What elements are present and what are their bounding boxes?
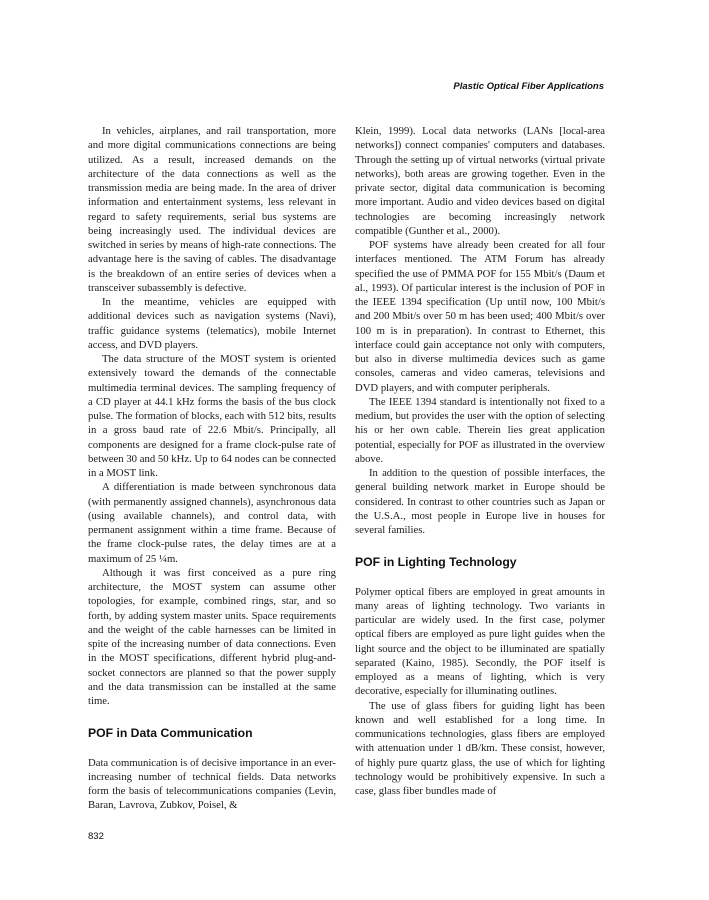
paragraph: The IEEE 1394 standard is intentionally not fixed to a medium, but provides the user with the option of selecting his or her own cable. Therein lies great application potential, especially for POF as illustrated in the overview above. xyxy=(355,395,605,465)
paragraph: A differentiation is made between synchronous data (with permanently assigned channels), asynchronous data (using available channels), and control data, with permanent assignment within a time frame. Because of the frame clock-pulse rates, the delay times are at a maximum of 25 ¼m. xyxy=(88,481,336,565)
paragraph: The data structure of the MOST system is oriented extensively toward the demands of the connectable multimedia terminal devices. The sampling frequency of a CD player at 44.1 kHz forms the basis of the bus clock pulse. The formation of blocks, each with 512 bits, results in a gross baud rate of 22.6 Mbit/s. Principally, all components are designed for a frame clock-pulse rate of between 30 and 50 kHz. Up to 64 nodes can be connected in a MOST link. xyxy=(88,353,336,479)
paragraph: In addition to the question of possible interfaces, the general building network market in Europe should be considered. In contrast to other countries such as Japan or the U.S.A., most people in Europe live in houses for several families. xyxy=(355,467,605,536)
paragraph: In vehicles, airplanes, and rail transportation, more and more digital communications connections are being utilized. As a result, increased demands on the architecture of the data connections as well as the transmission media are being made. In the area of driver information and entertainment systems, less relevant in regard to safety requirements, serial bus systems are being increasingly used. The individual devices are switched in series by means of high-rate connections. The advantage here is the saving of cables. The disadvantage is the breakdown of an entire series of devices when a transceiver subassembly is defective. xyxy=(88,125,336,294)
page-number: 832 xyxy=(88,831,104,842)
left-column xyxy=(88,124,336,813)
section-heading-data-communication: POF in Data Communication xyxy=(88,726,253,741)
paragraph: POF systems have already been created for all four interfaces mentioned. The ATM Forum has already specified the use of PMMA POF for 155 Mbit/s (Daum et al., 1993). Of particular interest is the inclusion of POF in the IEEE 1394 specification (Up until now, 100 Mbit/s and 200 Mbit/s over 50 m has been used; 400 Mbit/s over 100 m is in preparation). In contrast to Ethernet, this interface could gain acceptance not only with computers, but also in diverse multimedia devices such as game consoles, cameras and video cameras, televisions and DVD players, and with computer peripherals. xyxy=(355,239,605,394)
paragraph: Data communication is of decisive importance in an ever-increasing number of technical fields. Data networks form the basis of telecommunications companies (Levin, Baran, Lavrova, Zubkov, Poisel, & xyxy=(88,756,336,812)
section-heading-lighting-technology: POF in Lighting Technology xyxy=(355,555,517,570)
paragraph: Although it was first conceived as a pure ring architecture, the MOST system can assume other topologies, for example, combined rings, star, and so forth, by adding system master units. Space requirements and the weight of the cable harnesses can be limited in spite of the increasing number of data connections. Even in the MOST specifications, different hybrid plug-and-socket connectors are planned so that the power supply and the data transmission can be installed at the same time. xyxy=(88,566,336,707)
paragraph: Klein, 1999). Local data networks (LANs [local-area networks]) connect companies' computers and databases. Through the setting up of virtual networks (virtual private networks), both areas are growing together. Even in the private sector, digital data communication is becoming more important. Audio and video devices based on digital technologies are becoming increasingly network compatible (Gunther et al., 2000). xyxy=(355,125,605,237)
paragraph: The use of glass fibers for guiding light has been known and well established for a long time. In communications technologies, glass fibers are employed with attenuation under 1 dB/km. These consist, however, of highly pure quartz glass, the use of which for lighting technology would be prohibitively expensive. In such a case, glass fiber bundles made of xyxy=(355,699,605,797)
running-header: Plastic Optical Fiber Applications xyxy=(453,81,604,92)
paragraph: In the meantime, vehicles are equipped with additional devices such as navigation systems (Navi), traffic guidance systems (telematics), mobile Internet access, and DVD players. xyxy=(88,296,336,351)
right-column xyxy=(355,124,605,798)
paragraph: Polymer optical fibers are employed in great amounts in many areas of lighting technology. Two variants in particular are widely used. In the first case, polymer optical fibers are employed as pure light guides when the light source and the object to be illuminated are spatially separated (Kaino, 1985). Secondly, the POF itself is employed as a means of lighting, which is very decorative, especially for illuminating outlines. xyxy=(355,585,605,698)
